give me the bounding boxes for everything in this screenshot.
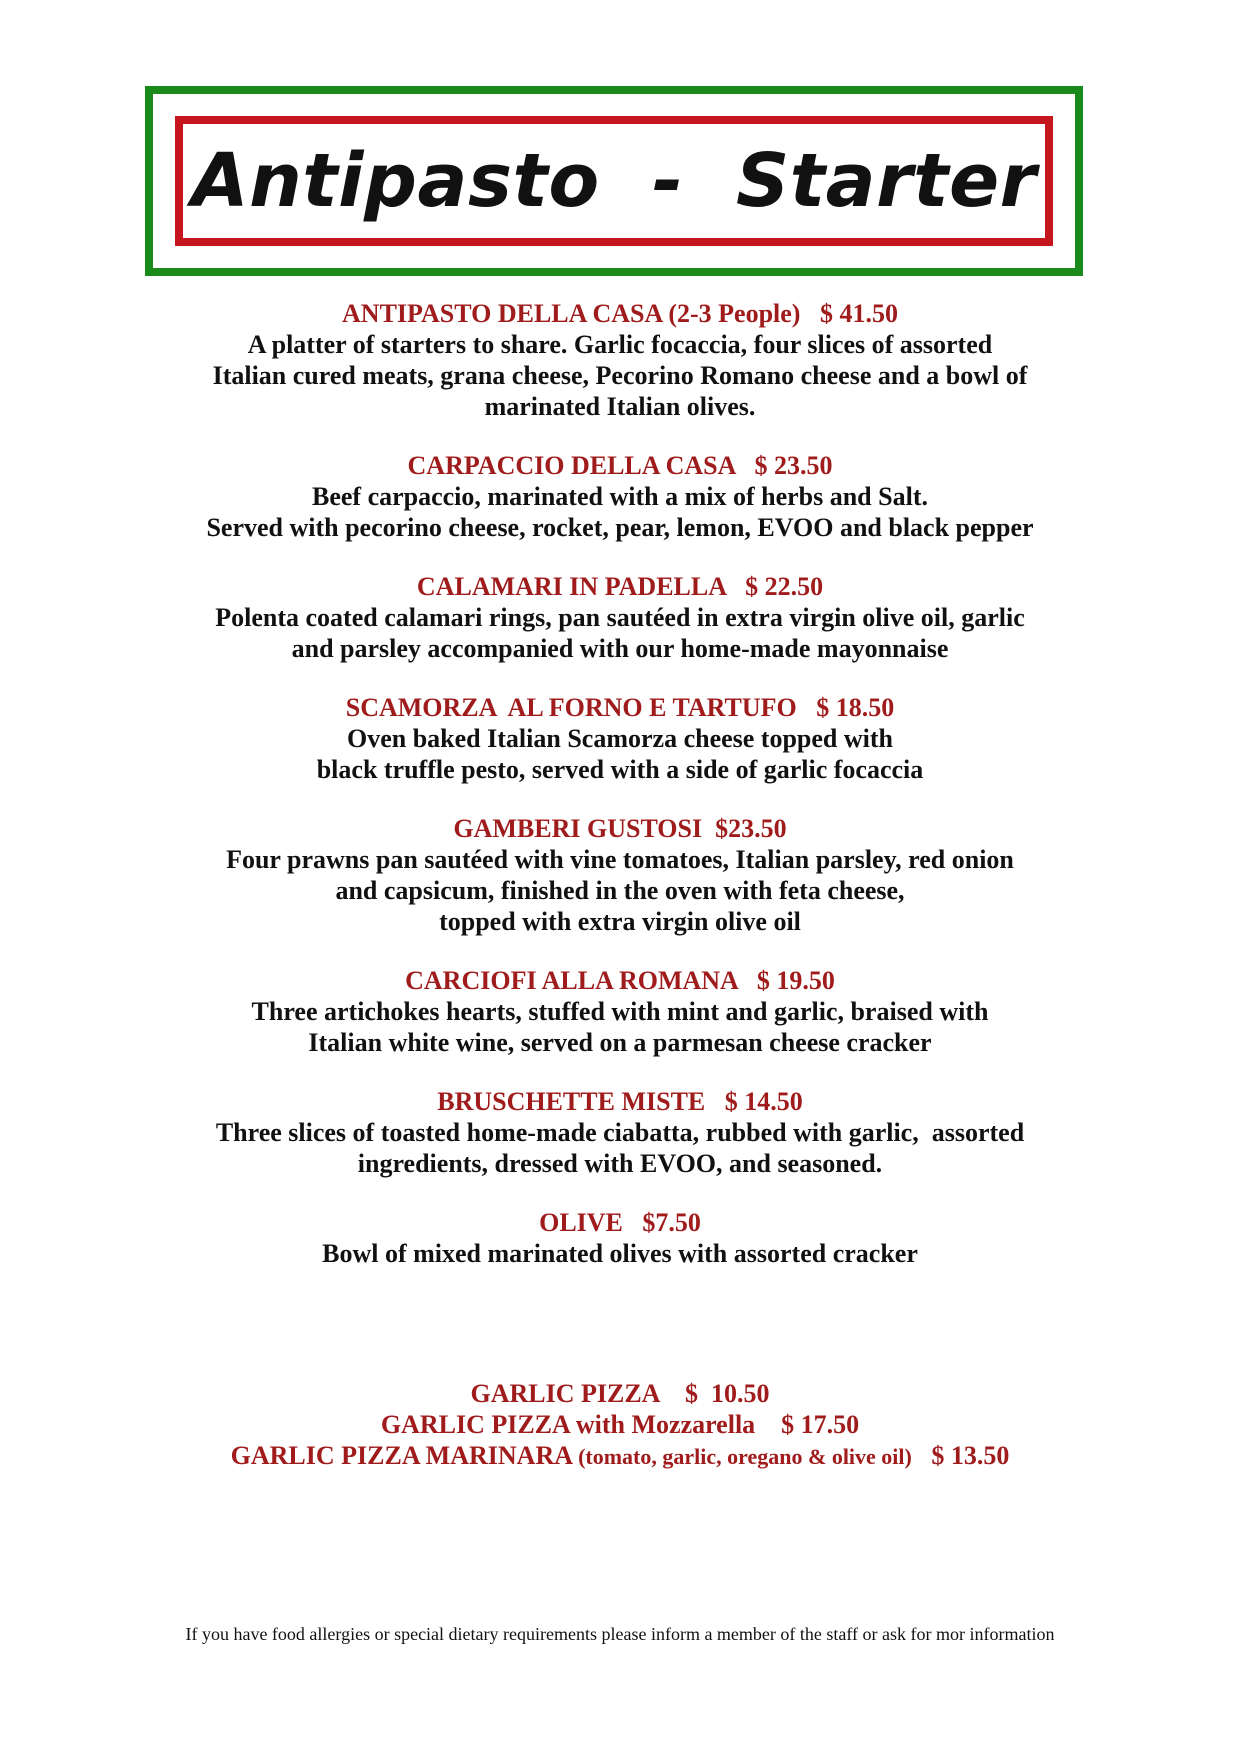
menu-item-name: SCAMORZA AL FORNO E TARTUFO bbox=[345, 693, 797, 722]
menu-item-heading bbox=[130, 450, 1110, 481]
garlic-pizza-price: $ 13.50 bbox=[931, 1441, 1010, 1470]
menu-item-description-line: Italian cured meats, grana cheese, Pecorino Romano cheese and a bowl of bbox=[212, 361, 1028, 390]
menu-item-heading bbox=[130, 1086, 1110, 1117]
menu-item-heading bbox=[130, 1207, 1110, 1238]
menu-item-price: $ 22.50 bbox=[745, 572, 824, 601]
menu-item-heading bbox=[130, 813, 1110, 844]
menu-item-description-line: and parsley accompanied with our home-made mayonnaise bbox=[291, 634, 949, 663]
menu-item-description-line: and capsicum, finished in the oven with feta cheese, bbox=[335, 876, 905, 905]
menu-item-price: $7.50 bbox=[642, 1208, 701, 1237]
page-title: Antipasto - Starter bbox=[191, 138, 1037, 224]
menu-item-price: $ 18.50 bbox=[816, 693, 895, 722]
garlic-pizza-line bbox=[130, 1409, 1110, 1440]
menu-item-price: $ 19.50 bbox=[756, 966, 835, 995]
allergy-notice: If you have food allergies or special dietary requirements please inform a member of the staff or ask for mor information bbox=[185, 1624, 1055, 1644]
menu-item bbox=[130, 813, 1110, 937]
garlic-pizza-ingredients: (tomato, garlic, oregano & olive oil) bbox=[578, 1444, 912, 1469]
menu-item-name: BRUSCHETTE MISTE bbox=[437, 1087, 706, 1116]
menu-item-description-line: Beef carpaccio, marinated with a mix of herbs and Salt. bbox=[311, 482, 928, 511]
menu-item-heading bbox=[130, 965, 1110, 996]
menu-item bbox=[130, 450, 1110, 543]
menu-item bbox=[130, 298, 1110, 422]
menu-item-heading bbox=[130, 692, 1110, 723]
menu-item-description-line: Served with pecorino cheese, rocket, pear, lemon, EVOO and black pepper bbox=[206, 513, 1034, 542]
menu-item-price: $23.50 bbox=[715, 814, 787, 843]
menu-item-description-line: A platter of starters to share. Garlic focaccia, four slices of assorted bbox=[247, 330, 993, 359]
garlic-pizza-name: GARLIC PIZZA with Mozzarella bbox=[380, 1410, 756, 1439]
garlic-pizza-line bbox=[130, 1440, 1110, 1472]
garlic-pizza-name: GARLIC PIZZA MARINARA bbox=[230, 1441, 572, 1470]
garlic-pizza-price: $ 10.50 bbox=[685, 1379, 770, 1408]
garlic-pizza-price: $ 17.50 bbox=[781, 1410, 860, 1439]
title-frame-red bbox=[175, 116, 1053, 246]
garlic-pizza-line bbox=[130, 1378, 1110, 1409]
garlic-pizza-section bbox=[130, 1378, 1110, 1472]
menu-item-description-line: Three artichokes hearts, stuffed with mint and garlic, braised with bbox=[251, 997, 989, 1026]
menu-item-price: $ 14.50 bbox=[724, 1087, 803, 1116]
starter-menu bbox=[130, 298, 1110, 1297]
menu-item-description-line: Bowl of mixed marinated olives with assorted cracker bbox=[322, 1239, 918, 1268]
menu-item bbox=[130, 1207, 1110, 1269]
menu-item-price: $ 41.50 bbox=[819, 299, 898, 328]
menu-item bbox=[130, 965, 1110, 1058]
menu-item-heading bbox=[130, 298, 1110, 329]
menu-item-heading bbox=[130, 571, 1110, 602]
menu-item-name: CALAMARI IN PADELLA bbox=[416, 572, 726, 601]
menu-item-price: $ 23.50 bbox=[754, 451, 833, 480]
menu-item-name: CARPACCIO DELLA CASA bbox=[407, 451, 735, 480]
menu-item-description-line: Oven baked Italian Scamorza cheese topped with bbox=[347, 724, 893, 753]
menu-item-description-line: Italian white wine, served on a parmesan cheese cracker bbox=[308, 1028, 932, 1057]
menu-item bbox=[130, 571, 1110, 664]
menu-item-description-line: Three slices of toasted home-made ciabatta, rubbed with garlic, assorted bbox=[215, 1118, 1025, 1147]
menu-item-description-line: Polenta coated calamari rings, pan sautéed in extra virgin olive oil, garlic bbox=[215, 603, 1025, 632]
menu-item-description-line: marinated Italian olives. bbox=[484, 392, 756, 421]
menu-item-name: GAMBERI GUSTOSI bbox=[453, 814, 703, 843]
menu-item-name: ANTIPASTO DELLA CASA (2-3 People) bbox=[342, 299, 801, 328]
menu-item-description-line: ingredients, dressed with EVOO, and seasoned. bbox=[357, 1149, 883, 1178]
garlic-pizza-name: GARLIC PIZZA bbox=[470, 1379, 660, 1408]
menu-item bbox=[130, 1086, 1110, 1179]
menu-item-description-line: black truffle pesto, served with a side of garlic focaccia bbox=[316, 755, 924, 784]
menu-item bbox=[130, 692, 1110, 785]
menu-item-name: OLIVE bbox=[539, 1208, 623, 1237]
title-frame-green bbox=[145, 86, 1083, 276]
menu-item-name: CARCIOFI ALLA ROMANA bbox=[405, 966, 738, 995]
menu-item-description-line: Four prawns pan sautéed with vine tomatoes, Italian parsley, red onion bbox=[226, 845, 1014, 874]
menu-item-description-line: topped with extra virgin olive oil bbox=[439, 907, 801, 936]
